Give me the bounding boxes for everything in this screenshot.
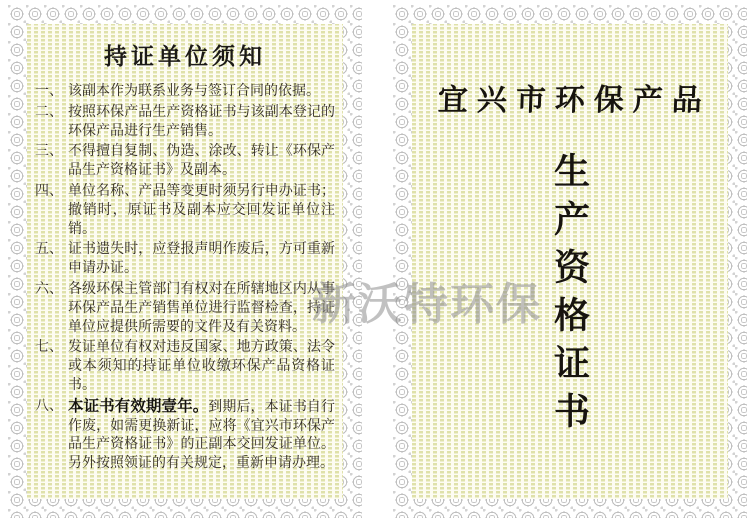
- item-text: 按照环保产品生产资格证书与该副本登记的环保产品进行生产销售。: [68, 103, 335, 139]
- item-number: 七、: [35, 339, 63, 356]
- item-text: 发证单位有权对违反国家、地方政策、法令或本须知的持证单位收缴环保产品资格证书。: [68, 339, 335, 393]
- item-number: 六、: [35, 280, 63, 297]
- notice-content: [27, 24, 343, 499]
- notice-item-2: [35, 103, 335, 141]
- validity-bold-lead: 本证书有效期壹年。: [68, 396, 209, 415]
- cover-page-inner: [412, 24, 728, 499]
- item-number: 四、: [35, 182, 63, 199]
- item-text: [68, 397, 335, 473]
- item-text: 证书遗失时，应登报声明作废后，方可重新申请办证。: [68, 241, 335, 277]
- cover-page: [393, 5, 747, 518]
- item-text: 单位名称、产品等变更时须另行申办证书；撤销时，原证书及副本应交回发证单位注销。: [68, 182, 335, 237]
- notice-item-8: [35, 397, 335, 473]
- item-number: 一、: [35, 83, 63, 99]
- item-number: 五、: [35, 241, 63, 258]
- notice-item-7: [35, 338, 335, 394]
- cover-header-title: 宜兴市环保产品: [437, 83, 712, 118]
- notice-item-3: [35, 142, 335, 180]
- notice-item-6: [35, 280, 335, 336]
- notice-list: [35, 82, 335, 473]
- item-number: 三、: [35, 143, 63, 160]
- notice-item-1: [35, 82, 335, 101]
- item-text-rest: 到期后，本证书自行作废，如需更换新证，应将《宜兴市环保产品生产资格证书》的正副本交回发证单位。另外按照领证的有关规定，重新申请办理。: [68, 398, 335, 472]
- item-text: 各级环保主管部门有权对在所辖地区内从事环保产品生产销售单位进行监督检查，持证单位应提供所需要的文件及有关资料。: [68, 280, 335, 335]
- watermark-text: 新沃特环保: [312, 279, 542, 330]
- item-number: 二、: [35, 103, 63, 120]
- notice-page-inner: [27, 24, 343, 499]
- notice-item-4: [35, 182, 335, 238]
- item-number: 八、: [35, 397, 63, 414]
- notice-item-5: [35, 240, 335, 278]
- notice-title: 持证单位须知: [104, 44, 266, 70]
- cover-vertical-title: 生产资格证书: [548, 152, 591, 440]
- item-text: 不得擅自复制、伪造、涂改、转让《环保产品生产资格证书》及副本。: [68, 143, 335, 179]
- item-text: 该副本作为联系业务与签订合同的依据。: [68, 83, 320, 99]
- notice-page: [8, 5, 362, 518]
